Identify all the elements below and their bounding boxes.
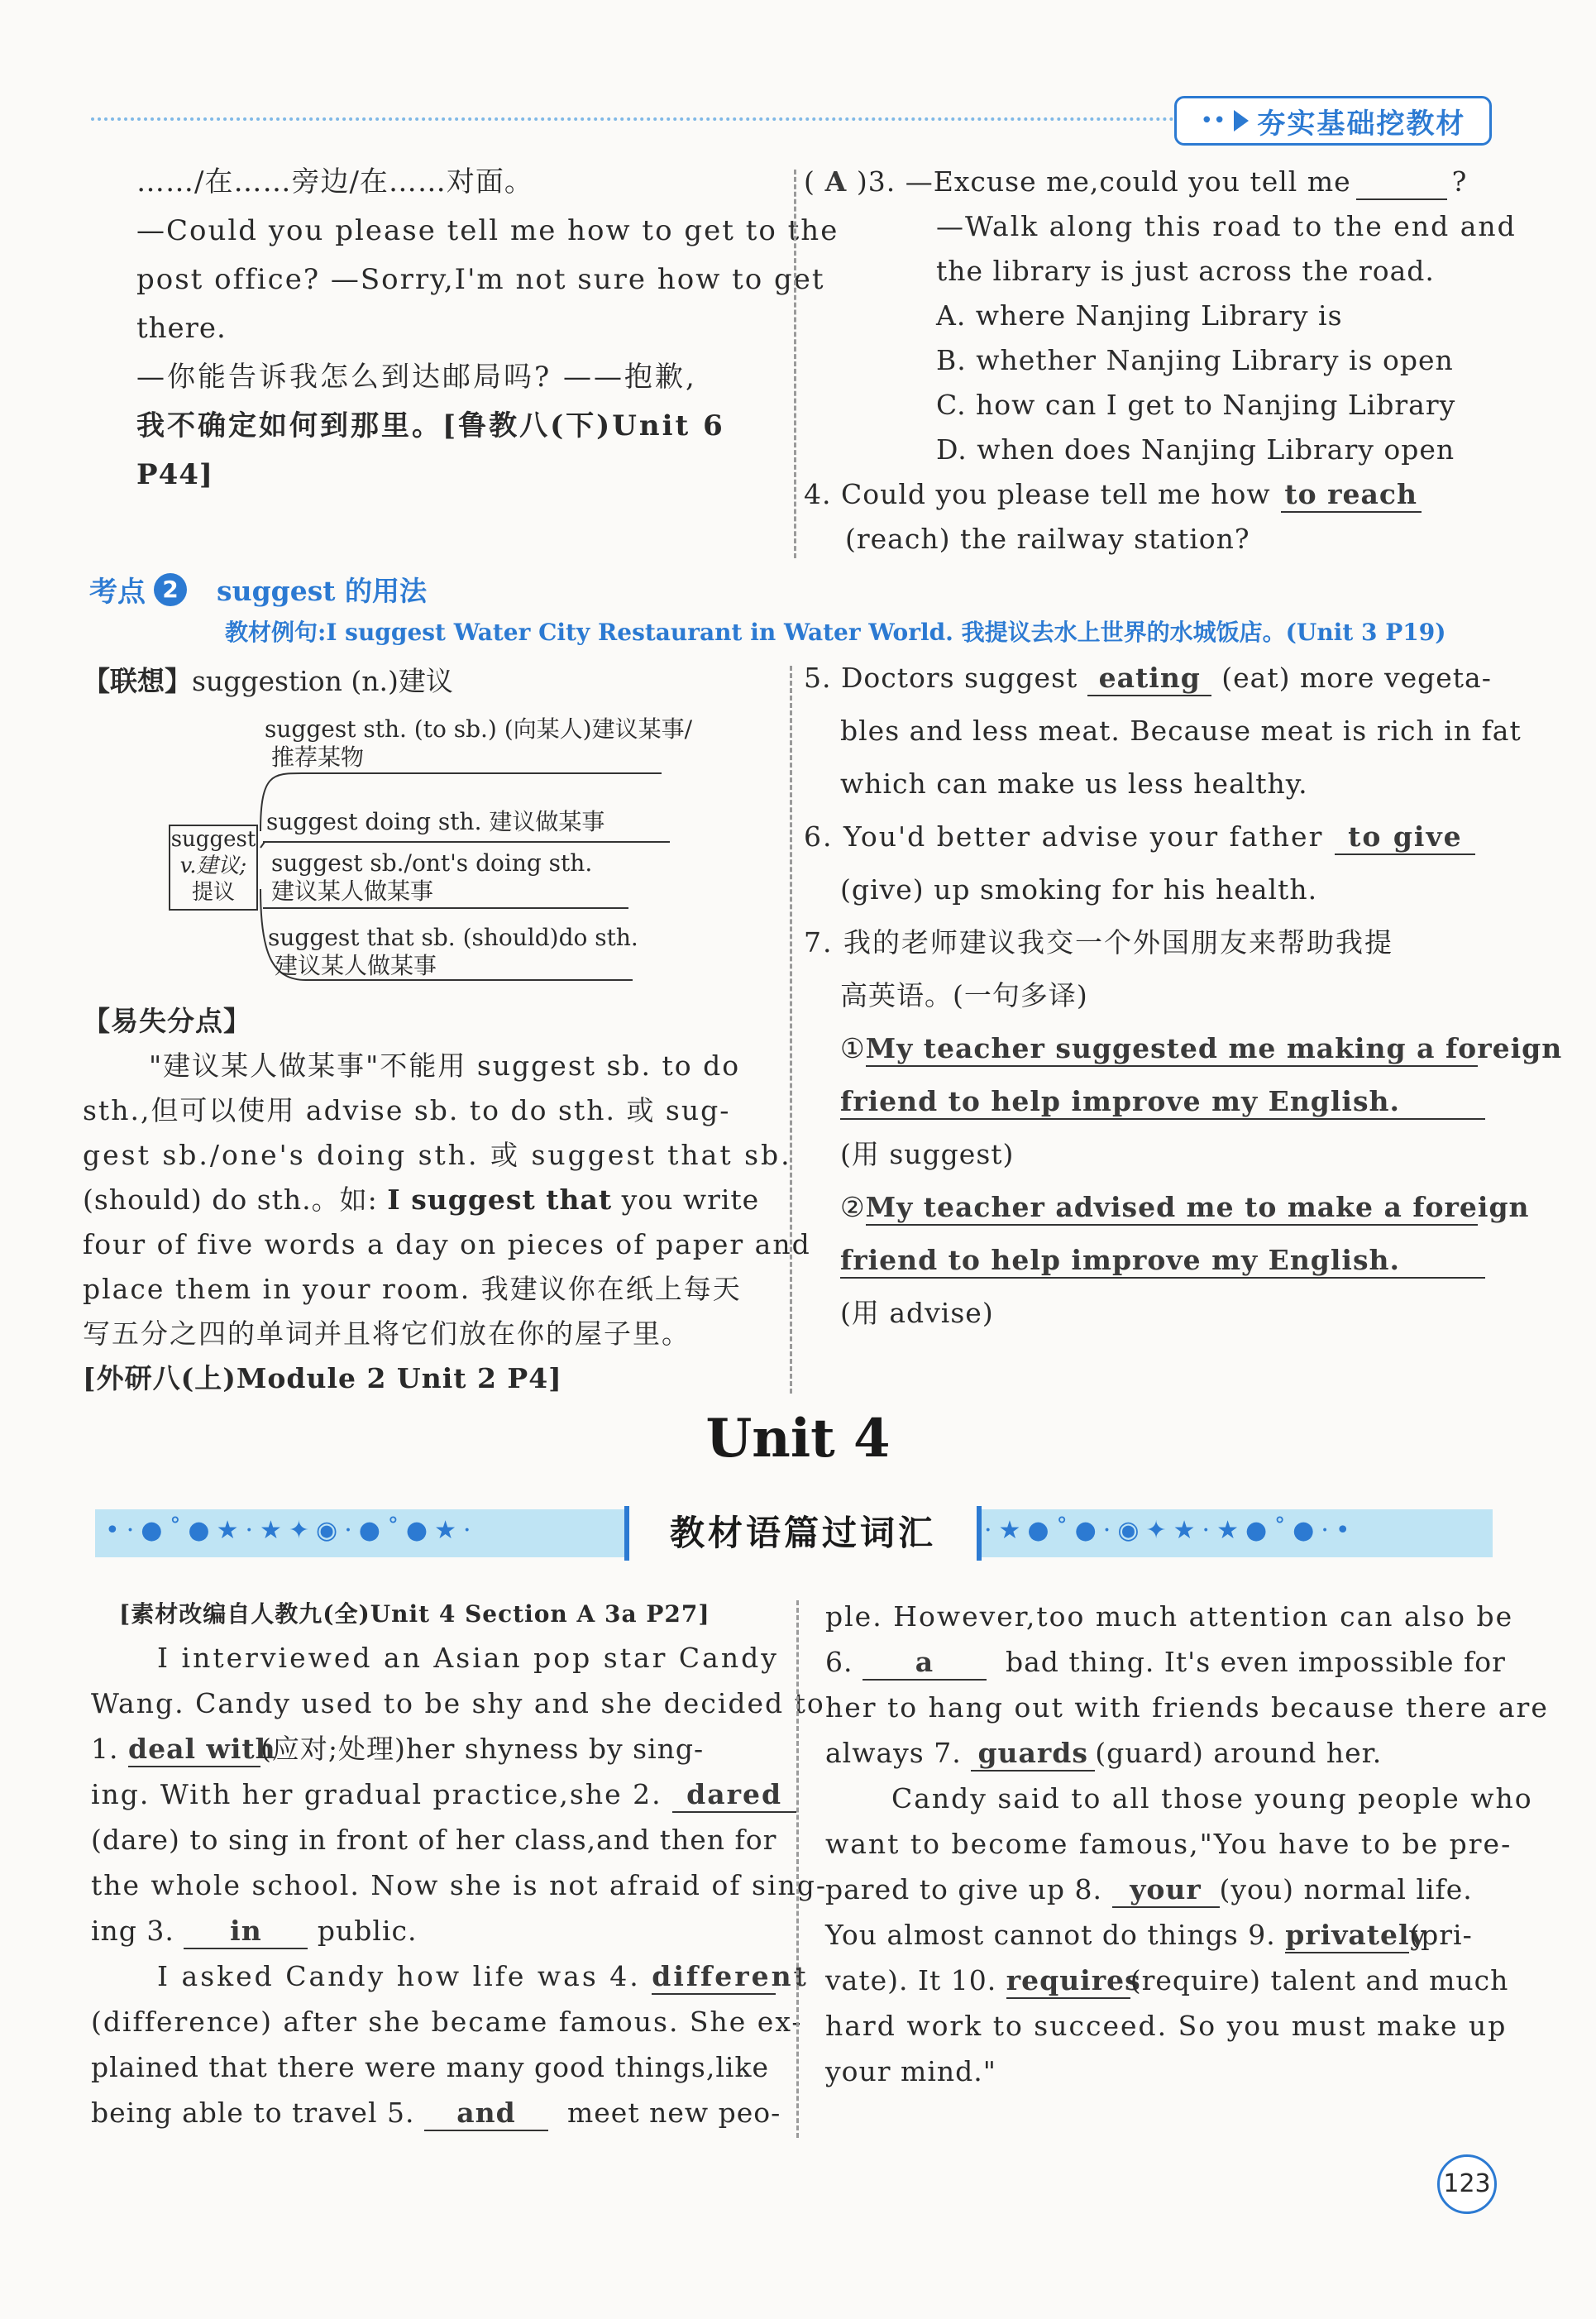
text-line <box>825 1646 1512 1681</box>
blank-number: 6. <box>825 1646 853 1678</box>
blank-2[interactable]: dared <box>672 1778 796 1813</box>
root-cn: 提议 <box>191 880 235 905</box>
text-span: (pri- <box>1409 1919 1473 1951</box>
text-line: bles and less meat. Because meat is rich in fat <box>840 715 1522 747</box>
text-line <box>825 1873 1512 1908</box>
page-number: 123 <box>1443 2169 1491 2198</box>
header-dots: •• <box>1200 108 1226 133</box>
root-box <box>169 825 258 911</box>
passage-source: [素材改编自人教九(全)Unit 4 Section A 3a P27] <box>119 1600 710 1628</box>
answer-text[interactable]: friend to help improve my English. <box>840 1085 1485 1120</box>
answer-1-line-1 <box>840 1032 1563 1067</box>
bold-example: I suggest that <box>387 1183 613 1216</box>
text-line: (give) up smoking for his health. <box>840 873 1318 906</box>
text-span: (you) normal life. <box>1219 1873 1473 1905</box>
example-sentence: 教材例句:I suggest Water City Restaurant in Water World. 我提议去水上世界的水城饭店。(Unit 3 P19) <box>225 619 1446 646</box>
circle-number: ① <box>840 1032 866 1064</box>
text-line: ……/在……旁边/在……对面。 <box>136 165 533 198</box>
root-word: suggest <box>170 827 256 852</box>
text-line: there. <box>136 312 227 345</box>
column-divider <box>796 1600 799 2138</box>
text-line: gest sb./one's doing sth. 或 suggest that sb. <box>83 1139 792 1171</box>
blank-number: vate). It 10. <box>825 1964 997 1996</box>
text-span: you write <box>621 1183 760 1216</box>
blank-9[interactable]: privately <box>1285 1919 1409 1953</box>
column-divider <box>790 666 792 1394</box>
answer-blank[interactable] <box>1356 165 1447 200</box>
mind-map <box>165 707 794 1005</box>
text-span: (应对;处理)her shyness by sing- <box>260 1733 705 1765</box>
circle-number: ② <box>840 1191 866 1223</box>
arrow-right-icon <box>1234 110 1249 131</box>
text-line: her to hang out with friends because there are <box>825 1691 1549 1724</box>
hint-1: (用 suggest) <box>840 1138 1015 1170</box>
question-6 <box>804 820 1498 855</box>
answer-2-line-1 <box>840 1191 1530 1226</box>
text-line <box>825 1737 1512 1772</box>
header-tag <box>1174 96 1492 146</box>
text-line: Wang. Candy used to be shy and she decided to <box>91 1687 825 1719</box>
unit-title: Unit 4 <box>705 1408 891 1470</box>
text-line: (difference) after she became famous. She ex- <box>91 2006 803 2038</box>
text-line: —你能告诉我怎么到达邮局吗? ——抱歉, <box>136 361 697 394</box>
text-span: (guard) around her. <box>1095 1737 1383 1769</box>
source-ref: P44] <box>136 458 213 491</box>
option-d: D. when does Nanjing Library open <box>936 433 1455 466</box>
text-line: hard work to succeed. So you must make up <box>825 2010 1508 2042</box>
text-line <box>91 2097 781 2131</box>
answer-blank[interactable]: to reach <box>1281 478 1422 513</box>
question-5 <box>804 662 1498 696</box>
answer-blank[interactable]: eating <box>1087 662 1211 696</box>
banner-title: 教材语篇过词汇 <box>669 1513 936 1553</box>
banner-title-box <box>624 1506 982 1561</box>
answer-1-line-2 <box>840 1085 1498 1120</box>
text-span: being able to travel 5. <box>91 2097 415 2129</box>
branch-3-cn: 建议某人做某事 <box>271 877 434 905</box>
blank-6[interactable]: a <box>863 1646 987 1681</box>
branch-4-cn: 建议某人做某事 <box>275 952 437 979</box>
text-line: sth.,但可以使用 advise sb. to do sth. 或 sug- <box>83 1094 731 1126</box>
text-span: meet new peo- <box>566 2097 781 2129</box>
text-line: —Walk along this road to the end and <box>936 210 1517 242</box>
section-banner <box>95 1509 1493 1557</box>
text-line: 写五分之四的单词并且将它们放在你的屋子里。 <box>83 1317 690 1350</box>
text-line: post office? —Sorry,I'm not sure how to get <box>136 263 825 296</box>
text-span: ing. With her gradual practice,she 2. <box>91 1778 662 1810</box>
option-b: B. whether Nanjing Library is open <box>936 344 1454 376</box>
text-line <box>91 1733 769 1767</box>
answer-text[interactable]: My teacher suggested me making a foreign <box>866 1032 1478 1067</box>
text-span: (should) do sth.。如: <box>83 1183 378 1216</box>
blank-10[interactable]: requires <box>1006 1964 1130 1999</box>
blank-4[interactable]: different <box>652 1960 776 1995</box>
text-line: (dare) to sing in front of her class,and then for <box>91 1824 777 1856</box>
answer-choice: A <box>824 165 848 198</box>
question-4 <box>804 478 1498 513</box>
branch-2-en: suggest doing sth. 建议做某事 <box>266 808 605 835</box>
question-stem: 6. You'd better advise your father <box>804 820 1324 853</box>
question-suffix: (eat) more vegeta- <box>1221 662 1492 694</box>
text-line <box>825 1964 1512 1999</box>
question-stem: 4. Could you please tell me how <box>804 478 1271 510</box>
source-ref: 我不确定如何到那里。[鲁教八(下)Unit 6 <box>136 409 725 442</box>
lianxiang-line <box>83 665 453 698</box>
text-line: ( A )3. —Excuse me,could you tell me ? <box>804 165 1498 200</box>
point-title: suggest 的用法 <box>217 575 428 607</box>
blank-1[interactable]: deal with <box>128 1733 260 1767</box>
answer-text[interactable]: My teacher advised me to make a foreign <box>866 1191 1478 1226</box>
header-dotted-rule <box>91 117 1174 121</box>
text-line <box>157 1960 809 1995</box>
text-line: 高英语。(一句多译) <box>840 979 1088 1011</box>
text-line: want to become famous,"You have to be pre- <box>825 1828 1512 1860</box>
blank-number: ing 3. <box>91 1915 174 1947</box>
text-line: the whole school. Now she is not afraid of sing- <box>91 1869 828 1901</box>
text-line: your mind." <box>825 2055 996 2087</box>
question-suffix: ? <box>1451 165 1468 198</box>
answer-2-line-2 <box>840 1244 1498 1279</box>
blank-number: 1. <box>91 1733 119 1765</box>
option-c: C. how can I get to Nanjing Library <box>936 389 1456 421</box>
text-line: (reach) the railway station? <box>845 523 1250 555</box>
page-number-badge <box>1437 2154 1497 2214</box>
text-line <box>91 1778 783 1813</box>
point-label: 考点 <box>89 576 146 609</box>
text-line <box>83 1183 777 1217</box>
text-line: ple. However,too much attention can also be <box>825 1600 1514 1633</box>
lianxiang-head: 【联想】 <box>83 665 192 697</box>
text-span: (require) talent and much <box>1130 1964 1509 1996</box>
text-line: which can make us less healthy. <box>840 767 1308 800</box>
blank-3[interactable]: in <box>184 1915 308 1949</box>
answer-text[interactable]: friend to help improve my English. <box>840 1244 1485 1279</box>
text-line: Candy said to all those young people who <box>891 1782 1533 1815</box>
text-line: "建议某人做某事"不能用 suggest sb. to do <box>149 1050 741 1082</box>
answer-blank[interactable]: to give <box>1335 820 1475 855</box>
branch-1-cn: 推荐某物 <box>271 744 365 771</box>
blank-number: always 7. <box>825 1737 962 1769</box>
blank-8[interactable]: your <box>1112 1873 1220 1908</box>
column-divider <box>794 170 796 558</box>
text-span: public. <box>317 1915 418 1947</box>
text-line: place them in your room. 我建议你在纸上每天 <box>83 1273 742 1305</box>
text-line: the library is just across the road. <box>936 255 1435 287</box>
option-a: A. where Nanjing Library is <box>936 299 1343 332</box>
text-line: four of five words a day on pieces of paper and <box>83 1228 811 1260</box>
question-stem: 5. Doctors suggest <box>804 662 1078 694</box>
blank-7[interactable]: guards <box>971 1737 1095 1772</box>
text-span: I asked Candy how life was 4. <box>157 1960 641 1992</box>
text-line <box>91 1915 769 1949</box>
yishi-head: 【易失分点】 <box>83 1005 251 1037</box>
root-pos: v.建议; <box>179 853 247 878</box>
banner-dots-left: •·●˚●★·★✦◉·●˚●★· <box>105 1516 478 1545</box>
text-line: —Could you please tell me how to get to the <box>136 214 839 247</box>
banner-dots-right: ·★●˚●·◉✦★·★●˚●·• <box>984 1516 1357 1545</box>
branch-3-en: suggest sb./ont's doing sth. <box>271 849 593 877</box>
point-2-header <box>89 569 427 610</box>
branch-1-en: suggest sth. (to sb.) (向某人)建议某事/ <box>265 715 693 743</box>
text-span: You almost cannot do things 9. <box>825 1919 1276 1951</box>
header-tag-text: 夯实基础挖教材 <box>1257 107 1466 141</box>
text-line: I interviewed an Asian pop star Candy <box>157 1642 779 1674</box>
lianxiang-text: suggestion (n.)建议 <box>192 665 453 697</box>
text-line: plained that there were many good things,like <box>91 2051 769 2083</box>
source-ref: [外研八(上)Module 2 Unit 2 P4] <box>83 1362 562 1394</box>
text-line <box>825 1919 1512 1953</box>
blank-5[interactable]: and <box>424 2097 548 2131</box>
hint-2: (用 advise) <box>840 1297 994 1329</box>
text-span: pared to give up 8. <box>825 1873 1103 1905</box>
point-number-badge: 2 <box>154 573 187 606</box>
question-stem: )3. —Excuse me,could you tell me <box>856 165 1351 198</box>
branch-4-en: suggest that sb. (should)do sth. <box>268 924 638 951</box>
question-7: 7. 我的老师建议我交一个外国朋友来帮助我提 <box>804 926 1393 959</box>
text-span: bad thing. It's even impossible for <box>1005 1646 1506 1678</box>
